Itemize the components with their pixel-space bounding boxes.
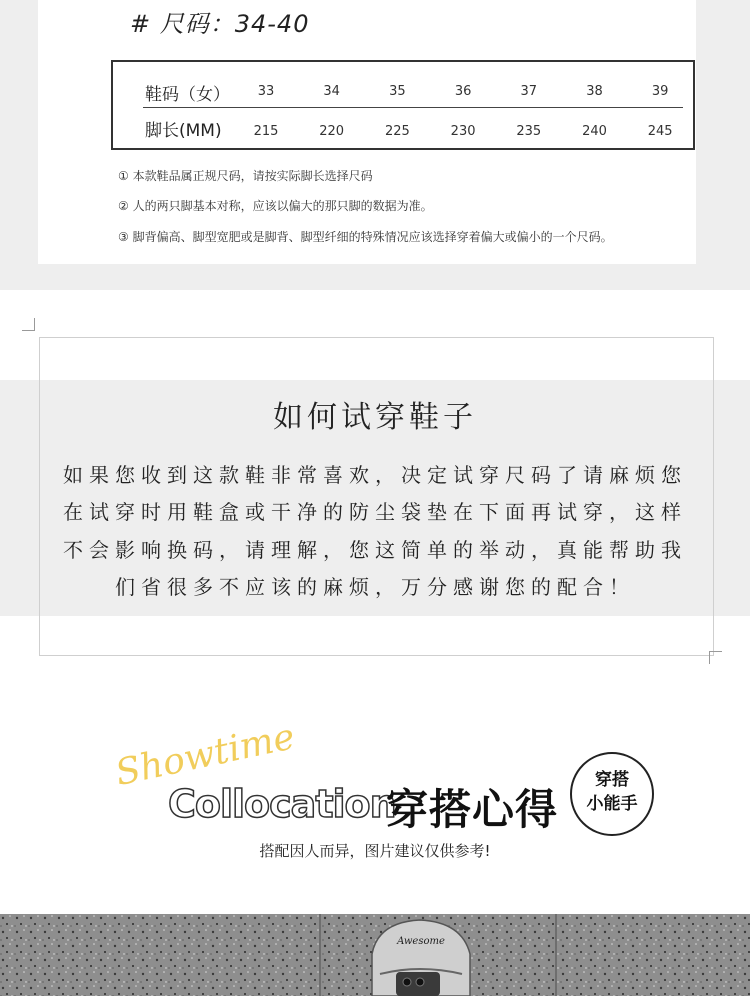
size-table <box>111 60 695 150</box>
shoe-size-cell: 36 <box>454 84 472 99</box>
foot-length-cell: 230 <box>450 124 476 139</box>
shoe-size-cell: 34 <box>323 84 340 99</box>
size-chart-card <box>38 0 696 264</box>
badge-line-2: 小能手 <box>586 794 638 814</box>
size-note-3: ③ 脚背偏高、脚型宽肥或是脚背、脚型纤细的特殊情况应该选择穿着偏大或偏小的一个尺码。 <box>118 230 613 244</box>
try-on-line-4: 们省很多不应该的麻烦，万分感谢您的配合！ <box>115 575 635 599</box>
corner-mark-bottom-right <box>709 651 722 664</box>
foot-length-cell: 240 <box>582 124 607 139</box>
decorative-script-text: Showtime <box>112 716 299 795</box>
corner-mark-top-left <box>22 318 35 331</box>
shoe-size-cell: 35 <box>389 84 406 99</box>
try-on-line-2: 在试穿时用鞋盒或干净的防尘袋垫在下面再试穿，这样 <box>63 500 687 524</box>
size-note-1: ① 本款鞋品属正规尺码，请按实际脚长选择尺码 <box>118 169 373 183</box>
cap-logo-text: Awesome <box>397 936 445 947</box>
size-range-title: # 尺码：34-40 <box>130 10 310 38</box>
collocation-subtitle: 搭配因人而异，图片建议仅供参考! <box>259 842 491 860</box>
foot-length-cell: 235 <box>516 124 542 139</box>
outfit-photo <box>0 914 750 996</box>
foot-length-row-label: 脚长(MM) <box>145 121 222 141</box>
size-note-2: ② 人的两只脚基本对称，应该以偏大的那只脚的数据为准。 <box>118 199 433 213</box>
foot-length-cell: 215 <box>253 124 279 139</box>
foot-length-cell: 220 <box>319 124 345 139</box>
shoe-size-cell: 33 <box>257 84 275 99</box>
badge-line-1: 穿搭 <box>595 770 629 790</box>
foot-length-cell: 245 <box>647 124 673 139</box>
outfit-badge <box>570 752 654 836</box>
collocation-word: Collocation <box>168 782 396 826</box>
table-divider <box>143 107 683 108</box>
try-on-line-1: 如果您收到这款鞋非常喜欢，决定试穿尺码了请麻烦您 <box>63 463 687 487</box>
collocation-title: 穿搭心得 <box>386 785 559 834</box>
shoe-size-cell: 39 <box>651 84 669 99</box>
shoe-size-cell: 37 <box>520 84 538 99</box>
shoe-size-cell: 38 <box>586 84 603 99</box>
foot-length-cell: 225 <box>384 124 410 139</box>
try-on-line-3: 不会影响换码，请理解，您这简单的举动，真能帮助我 <box>63 538 687 562</box>
try-on-title: 如何试穿鞋子 <box>273 400 477 435</box>
outfit-photo-image <box>0 914 750 996</box>
shoe-size-row-label: 鞋码（女） <box>145 85 230 105</box>
